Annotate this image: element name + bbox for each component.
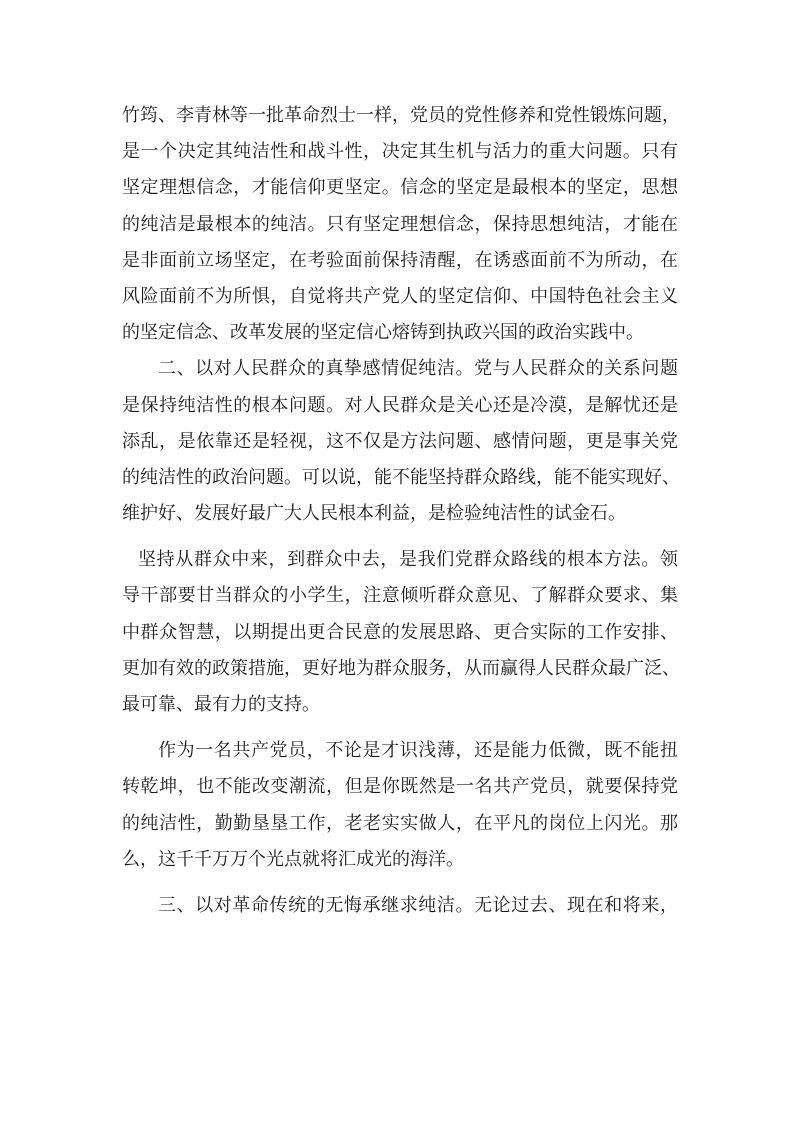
text-line: 更加有效的政策措施，更好地为群众服务，从而赢得人民群众最广泛、 <box>122 657 680 679</box>
text-line: 作为一名共产党员，不论是才识浅薄，还是能力低微，既不能扭 <box>158 740 678 762</box>
text-line: 的纯洁性，勤勤垦垦工作，老老实实做人，在平凡的岗位上闪光。那 <box>122 812 678 834</box>
text-line: 的纯洁是最根本的纯洁。只有坚定理想信念，保持思想纯洁，才能在 <box>122 213 678 235</box>
text-line: 导干部要甘当群众的小学生，注意倾听群众意见、了解群众要求、集 <box>122 585 678 607</box>
text-line: 最可靠、最有力的支持。 <box>122 694 320 715</box>
document-body <box>122 98 678 924</box>
section-heading-line: 二、以对人民群众的真挚感情促纯洁。党与人民群众的关系问题 <box>158 358 678 380</box>
text-line: 风险面前不为所惧，自觉将共产党人的坚定信仰、中国特色社会主义 <box>122 285 678 307</box>
text-line: 么，这千千万万个光点就将汇成光的海洋。 <box>122 848 464 870</box>
text-line: 中群众智慧，以期提出更合民意的发展思路、更合实际的工作安排、 <box>122 621 678 643</box>
text-line: 竹筠、李青林等一批革命烈士一样，党员的党性修养和党性锻炼问题， <box>122 105 680 126</box>
text-line: 添乱，是依靠还是轻视，这不仅是方法问题、感情问题，更是事关党 <box>122 430 678 452</box>
text-line: 是非面前立场坚定，在考验面前保持清醒，在诱惑面前不为所动，在 <box>122 249 678 271</box>
text-line: 维护好、发展好最广大人民根本利益，是检验纯洁性的试金石。 <box>122 503 626 525</box>
text-line: 是保持纯洁性的根本问题。对人民群众是关心还是冷漠，是解忧还是 <box>122 394 678 416</box>
section-heading-line: 三、以对革命传统的无悔承继求纯洁。无论过去、现在和将来， <box>158 894 678 916</box>
text-line: 是一个决定其纯洁性和战斗性，决定其生机与活力的重大问题。只有 <box>122 141 678 163</box>
text-line: 坚持从群众中来，到群众中去，是我们党群众路线的根本方法。领 <box>138 549 678 571</box>
text-line: 转乾坤，也不能改变潮流，但是你既然是一名共产党员，就要保持党 <box>122 776 678 798</box>
text-line: 坚定理想信念，才能信仰更坚定。信念的坚定是最根本的坚定，思想 <box>122 177 678 199</box>
text-line: 的坚定信念、改革发展的坚定信心熔铸到执政兴国的政治实践中。 <box>122 322 644 344</box>
text-line: 的纯洁性的政治问题。可以说，能不能坚持群众路线，能不能实现好、 <box>122 466 680 488</box>
